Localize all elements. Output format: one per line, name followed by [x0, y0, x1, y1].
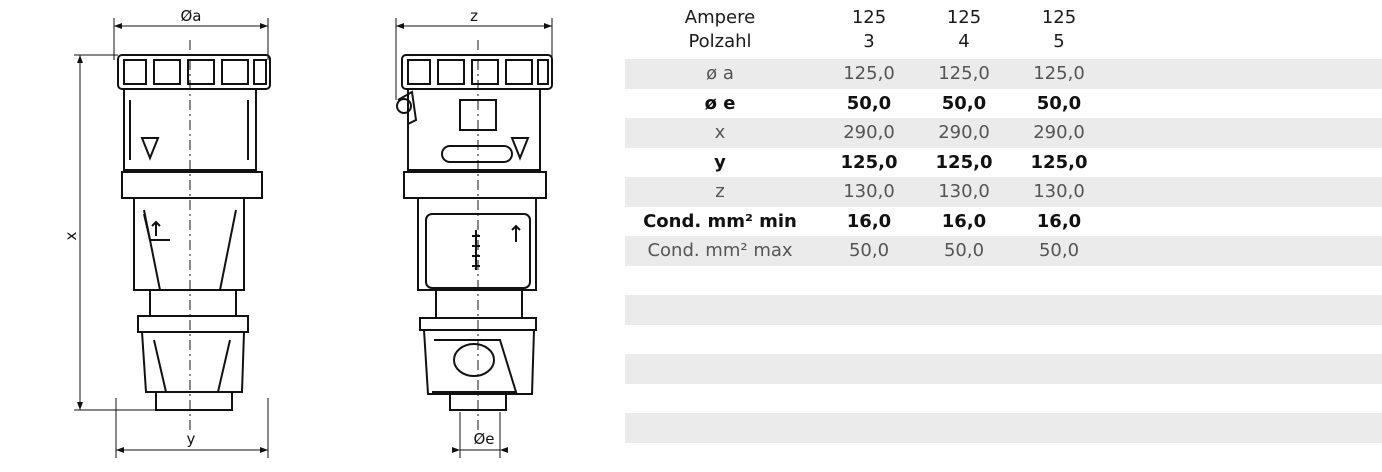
empty-row: [625, 325, 1382, 355]
table-row: [625, 59, 1382, 89]
left-view-connector: [118, 55, 270, 410]
row-value: 130,0: [938, 181, 990, 202]
row-value: 50,0: [846, 92, 892, 114]
row-value: 125,0: [843, 63, 895, 84]
row-label: y: [714, 151, 726, 173]
header-ampere-2: 125: [946, 7, 982, 28]
row-value: 125,0: [1030, 151, 1088, 173]
row-value: 130,0: [1033, 181, 1085, 202]
header-label-polzahl: Polzahl: [688, 31, 752, 52]
right-view-connector: [397, 55, 552, 410]
row-label: Cond. mm² max: [647, 240, 793, 261]
header-poles-3: 5: [1053, 31, 1065, 52]
header-poles-1: 3: [863, 31, 875, 52]
row-value: 16,0: [941, 210, 987, 232]
row-value: 50,0: [943, 240, 985, 261]
row-value: 50,0: [941, 92, 987, 114]
row-value: 130,0: [843, 181, 895, 202]
empty-row: [625, 266, 1382, 296]
row-label: ø e: [704, 92, 736, 114]
row-value: 125,0: [840, 151, 898, 173]
row-label: ø a: [706, 63, 734, 84]
table-row: [625, 148, 1382, 178]
row-value: 125,0: [938, 63, 990, 84]
header-poles-2: 4: [958, 31, 970, 52]
row-value: 50,0: [848, 240, 890, 261]
row-value: 50,0: [1038, 240, 1080, 261]
table-row: [625, 89, 1382, 119]
empty-row: [625, 384, 1382, 414]
dim-label-y: y: [186, 430, 196, 448]
row-value: 290,0: [1033, 122, 1085, 143]
row-label: x: [714, 122, 726, 143]
empty-row: [625, 413, 1382, 443]
dim-label-z: z: [470, 7, 478, 25]
empty-row: [625, 354, 1382, 384]
row-value: 290,0: [843, 122, 895, 143]
row-value: 290,0: [938, 122, 990, 143]
row-value: 16,0: [1036, 210, 1082, 232]
row-value: 125,0: [1033, 63, 1085, 84]
table-row: [625, 118, 1382, 148]
row-label: z: [715, 181, 725, 202]
row-value: 125,0: [935, 151, 993, 173]
table-row: [625, 236, 1382, 266]
table-header: [625, 6, 1382, 56]
row-value: 16,0: [846, 210, 892, 232]
row-label: Cond. mm² min: [643, 210, 797, 232]
table-row: [625, 207, 1382, 237]
header-label-ampere: Ampere: [684, 7, 756, 28]
row-value: 50,0: [1036, 92, 1082, 114]
header-ampere-1: 125: [851, 7, 887, 28]
header-ampere-3: 125: [1041, 7, 1077, 28]
dim-label-diameter-a: Øa: [180, 7, 202, 25]
table-row: [625, 177, 1382, 207]
dim-label-diameter-e: Øe: [473, 430, 495, 448]
dim-label-x: x: [62, 231, 80, 241]
technical-drawing: [0, 0, 620, 472]
empty-row: [625, 295, 1382, 325]
